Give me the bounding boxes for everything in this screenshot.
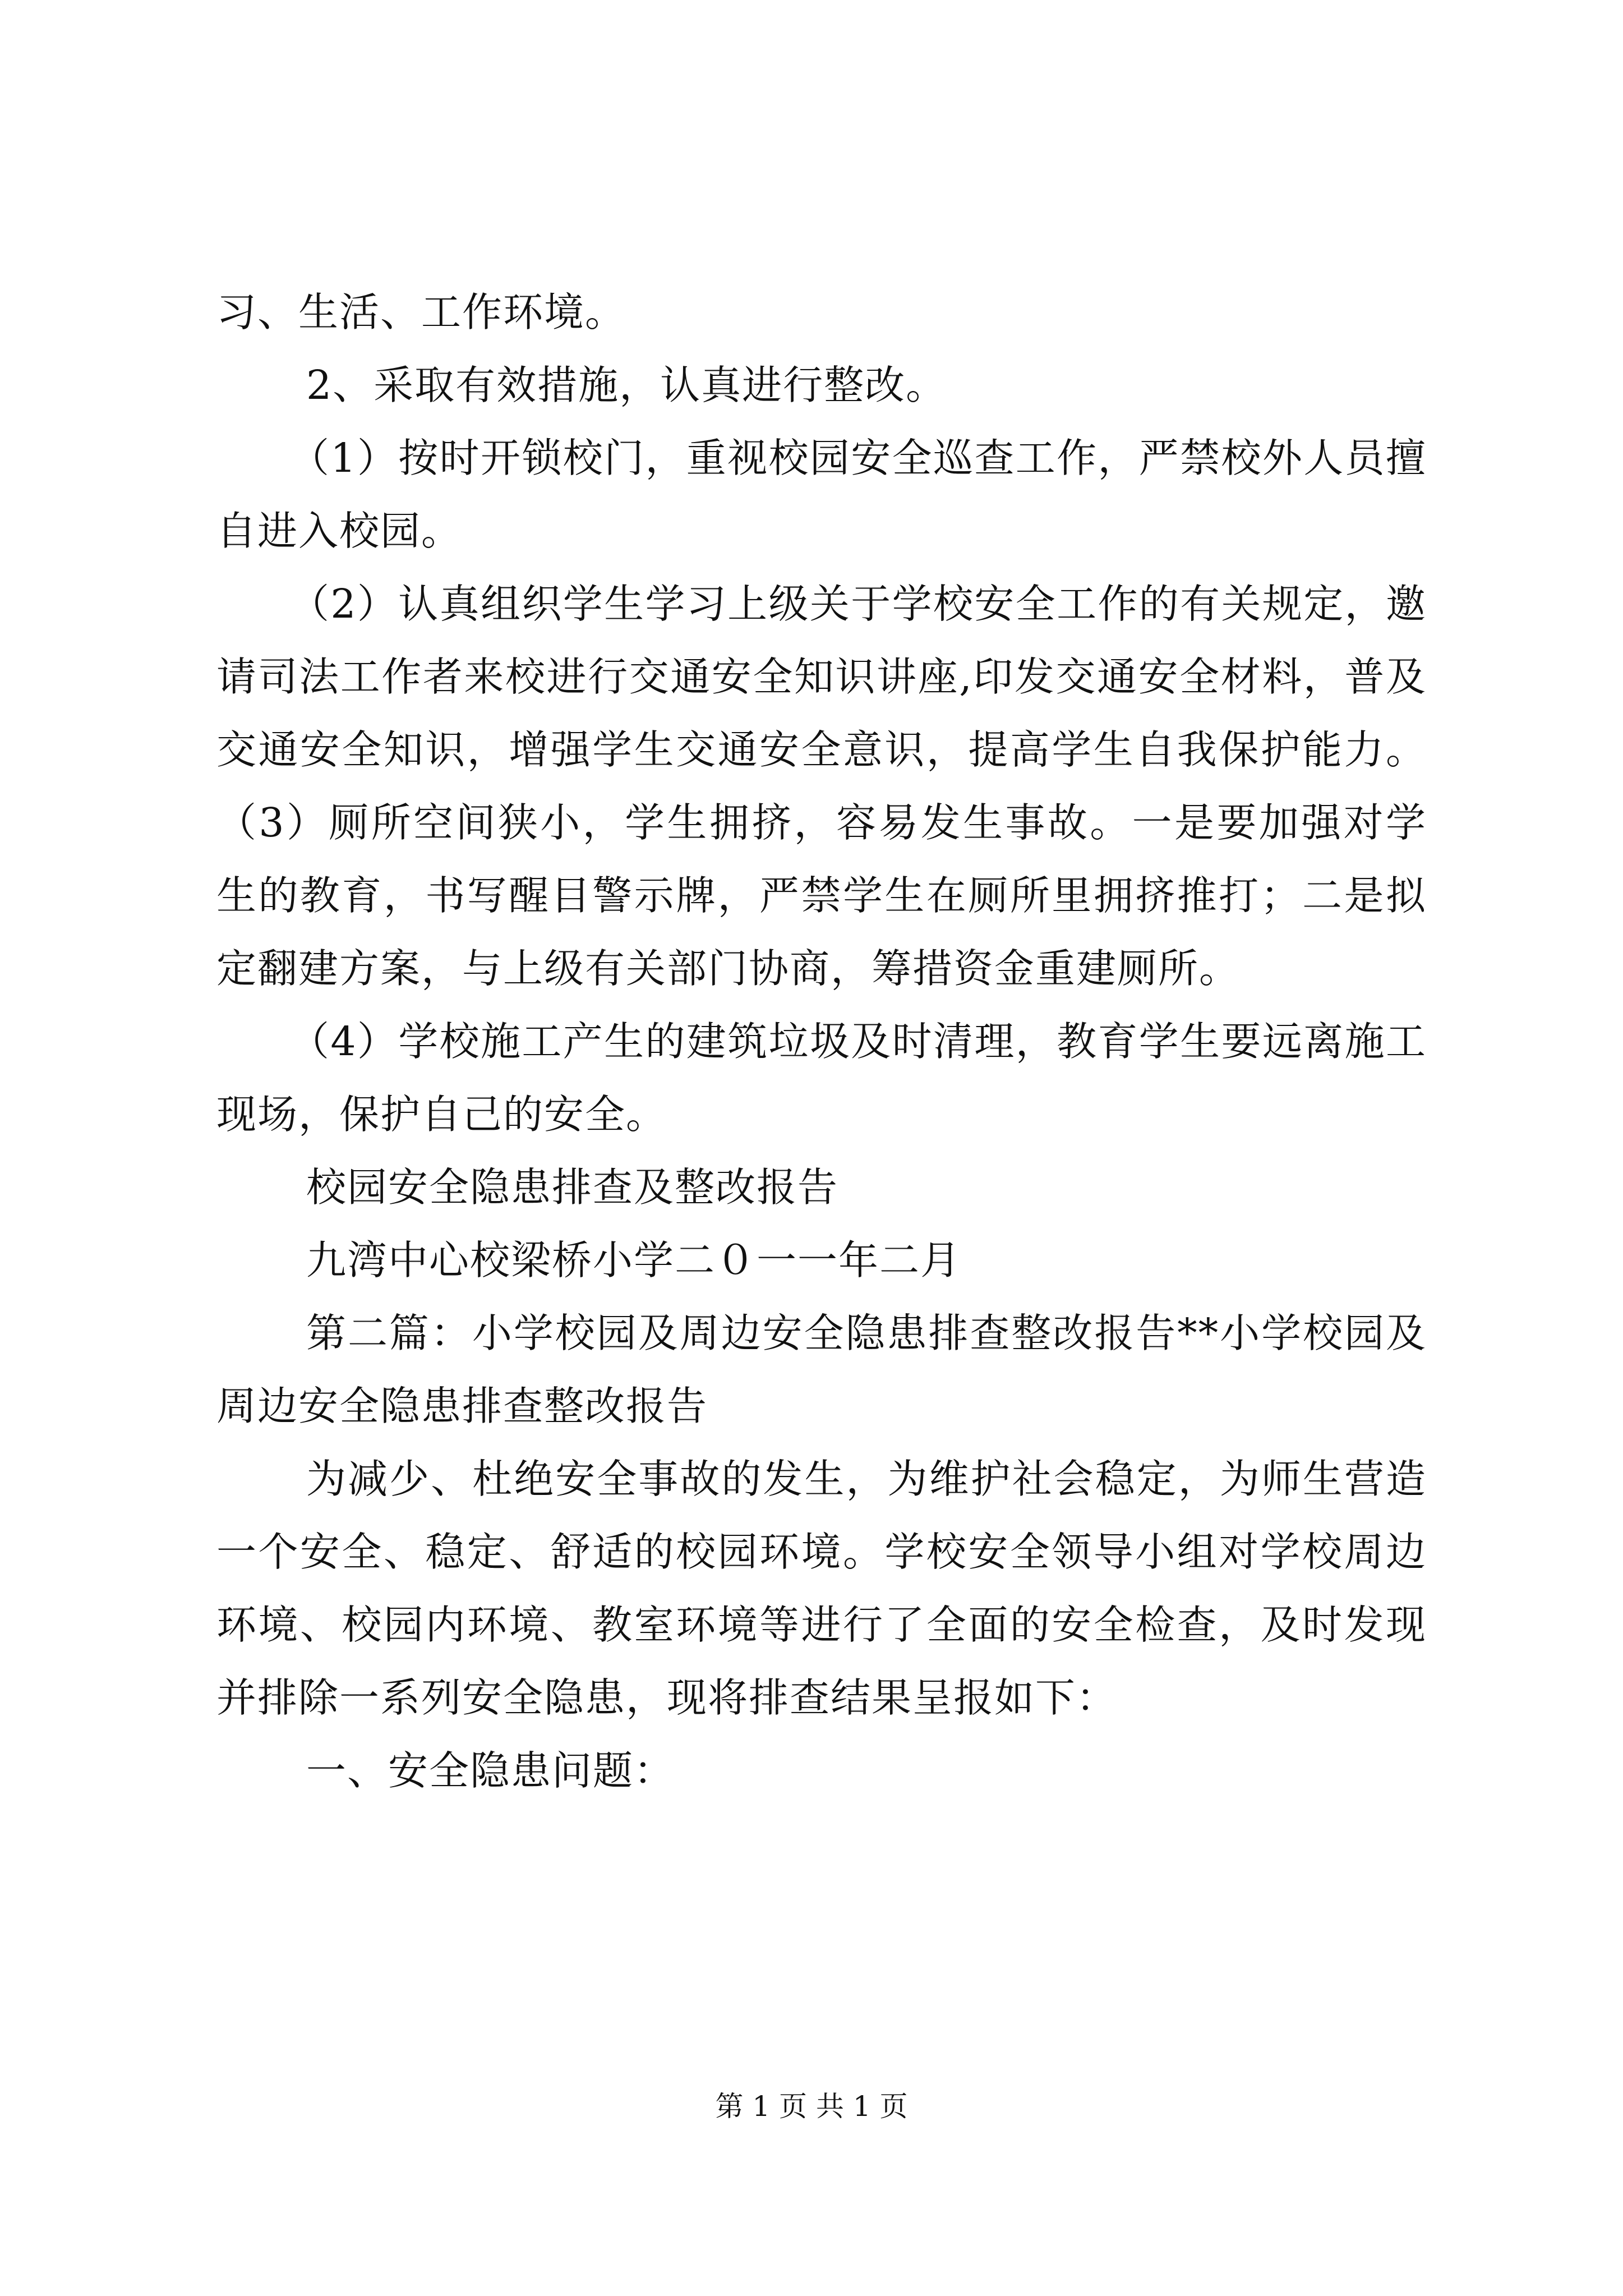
- paragraph-intro: 为减少、杜绝安全事故的发生，为维护社会稳定，为师生营造一个安全、稳定、舒适的校园环境。学校安全领导小组对学校周边环境、校园内环境、教室环境等进行了全面的安全检查，及时发现并排除一系列安全隐患，现将排查结果呈报如下：: [216, 1456, 1427, 1721]
- document-body: [216, 276, 1427, 1807]
- section-heading-part-two: 第二篇：小学校园及周边安全隐患排查整改报告**小学校园及周边安全隐患排查整改报告: [216, 1310, 1427, 1429]
- section-heading-hazards: 一、安全隐患问题：: [306, 1747, 675, 1794]
- paragraph-item-2: 2、采取有效措施，认真进行整改。: [306, 362, 947, 408]
- paragraph-item-1-paren: （1）按时开锁校门，重视校园安全巡查工作，严禁校外人员擅自进入校园。: [216, 435, 1427, 554]
- paragraph-item-4-paren: （4）学校施工产生的建筑垃圾及时清理，教育学生要远离施工现场，保护自己的安全。: [216, 1018, 1427, 1138]
- paragraph-item-2-paren: （2）认真组织学生学习上级关于学校安全工作的有关规定，邀请司法工作者来校进行交通安全知识讲座,印发交通安全材料，普及交通安全知识，增强学生交通安全意识，提高学生自我保护能力。（3）厕所空间狭小，学生拥挤，容易发生事故。一是要加强对学生的教育，书写醒目警示牌，严禁学生在厕所里拥挤推打；二是拟定翻建方案，与上级有关部门协商，筹措资金重建厕所。: [216, 581, 1427, 992]
- page-number-footer: 第 1 页 共 1 页: [715, 2090, 908, 2123]
- report-title: 校园安全隐患排查及整改报告: [306, 1164, 839, 1211]
- paragraph-continuation: 习、生活、工作环境。: [216, 289, 626, 335]
- report-signature-date: 九湾中心校梁桥小学二０一一年二月: [306, 1237, 962, 1283]
